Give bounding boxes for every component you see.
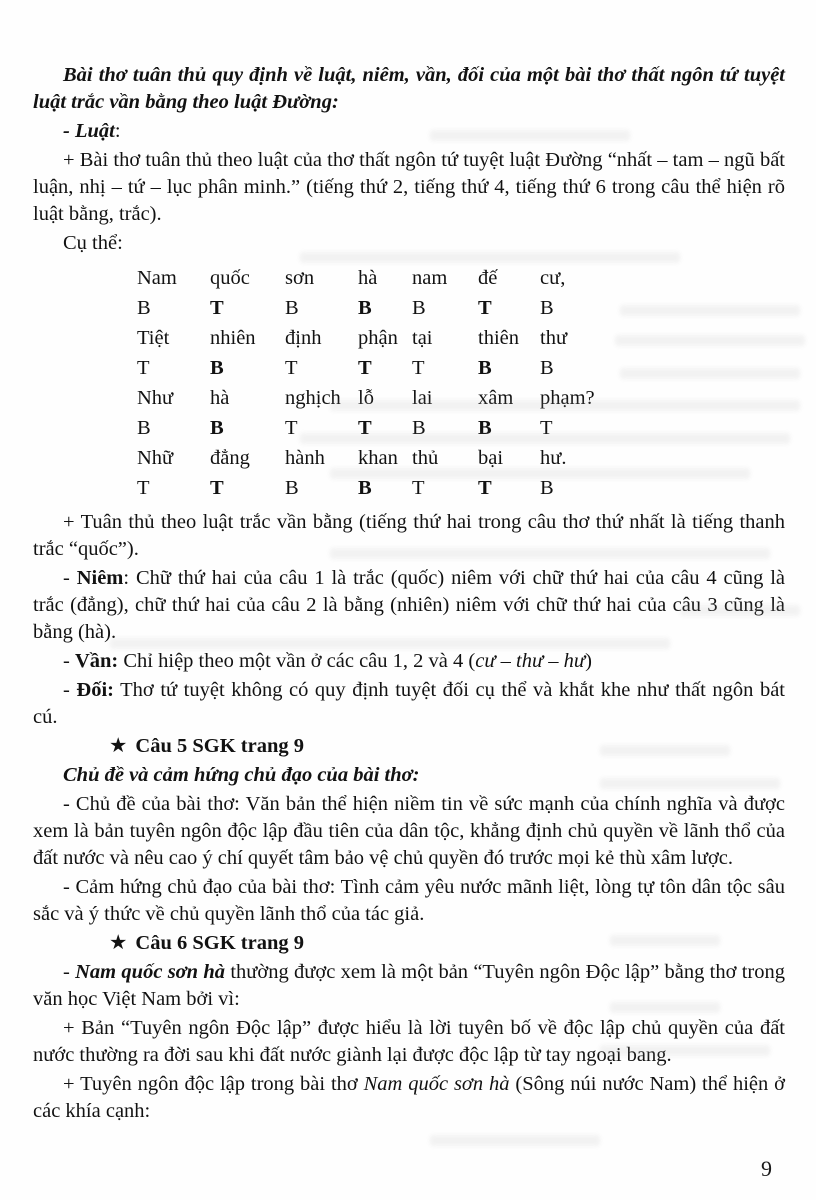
tone-mark: B xyxy=(540,297,554,319)
tone-mark: T xyxy=(358,357,372,379)
tone-row-3 xyxy=(137,413,785,443)
tone-mark: B xyxy=(137,297,151,319)
poem-word: hành xyxy=(285,447,325,469)
section-heading-cau5 xyxy=(33,733,785,760)
cau6-label: Câu 6 SGK trang 9 xyxy=(135,932,304,954)
poem-word: nam xyxy=(412,267,448,289)
page-number: 9 xyxy=(761,1156,772,1181)
star-icon: ★ xyxy=(109,735,128,757)
tone-mark: T xyxy=(540,417,553,439)
luat-term: - Luật xyxy=(63,120,115,142)
poem-word: thư xyxy=(540,327,568,349)
luat-rule-paragraph: + Bài thơ tuân thủ theo luật của thơ thất ngôn tứ tuyệt luật Đường “nhất – tam – ngũ bất luận, nhị – tứ – lục phân minh.” (tiếng thứ 2, tiếng thứ 4, tiếng thứ 6 trong câu thể hiện rõ luật bằng, trắc). xyxy=(33,149,785,225)
cau5-subheading: Chủ đề và cảm hứng chủ đạo của bài thơ: xyxy=(63,764,420,786)
tone-mark: B xyxy=(358,297,372,319)
tone-mark: B xyxy=(285,297,299,319)
poem-title: Nam quốc sơn hà xyxy=(363,1073,510,1095)
cu-the-label: Cụ thể: xyxy=(63,232,123,254)
nqsh-paragraph xyxy=(33,959,785,1013)
tone-mark: T xyxy=(412,357,425,379)
tone-row-1 xyxy=(137,293,785,323)
tone-mark: T xyxy=(210,297,224,319)
tndl-post: (Sông núi nước Nam) thể hiện ở các khía cạnh: xyxy=(33,1073,785,1122)
niem-term: Niêm xyxy=(76,567,124,589)
tone-mark: B xyxy=(210,417,224,439)
dash: - xyxy=(63,650,75,672)
tone-mark: T xyxy=(478,477,492,499)
tone-mark: T xyxy=(285,417,298,439)
tone-mark: B xyxy=(412,417,426,439)
niem-text: : Chữ thứ hai của câu 1 là trắc (quốc) niêm với chữ thứ hai của câu 4 cũng là trắc (đẳng), chữ thứ hai của câu 2 là bằng (nhiên) niêm với chữ thứ hai của câu 3 cũng là bằng (hà). xyxy=(33,567,786,643)
nqsh-text: thường được xem là một bản “Tuyên ngôn Độc lập” bằng thơ trong văn học Việt Nam bởi vì: xyxy=(33,961,786,1010)
poem-word: phạm? xyxy=(540,387,595,409)
page-content xyxy=(33,60,785,1127)
poem-line-2 xyxy=(137,323,785,353)
tone-row-2 xyxy=(137,353,785,383)
tndl-pre: + Tuyên ngôn độc lập trong bài thơ xyxy=(63,1073,364,1095)
tone-mark: B xyxy=(358,477,372,499)
poem-word: Tiệt xyxy=(137,327,170,349)
intro-statement: Bài thơ tuân thủ quy định về luật, niêm, vần, đối của một bài thơ thất ngôn tứ tuyệt luật trắc vần bằng theo luật Đường: xyxy=(33,64,785,113)
section-heading-cau6 xyxy=(33,930,785,957)
tone-mark: T xyxy=(358,417,372,439)
luat-heading xyxy=(33,118,785,145)
doi-term: Đối: xyxy=(76,679,114,701)
poem-line-4 xyxy=(137,443,785,473)
chu-de-paragraph: - Chủ đề của bài thơ: Văn bản thể hiện niềm tin về sức mạnh của chính nghĩa và được xem là bản tuyên ngôn độc lập đầu tiên của dân tộc, khẳng định chủ quyền về lãnh thổ của đất nước và nêu cao ý chí quyết tâm bảo vệ chủ quyền đó trước mọi kẻ thù xâm lược. xyxy=(33,793,785,869)
tone-mark: B xyxy=(285,477,299,499)
poem-word: khan xyxy=(358,447,398,469)
poem-word: thiên xyxy=(478,327,519,349)
poem-word: nhiên xyxy=(210,327,256,349)
poem-line-1 xyxy=(137,263,785,293)
poem-word: đế xyxy=(478,267,498,289)
tone-mark: B xyxy=(478,417,492,439)
tone-mark: B xyxy=(478,357,492,379)
tone-row-4 xyxy=(137,473,785,503)
dash: - xyxy=(63,679,77,701)
niem-paragraph xyxy=(33,565,785,646)
van-close: ) xyxy=(585,650,592,672)
tone-mark: T xyxy=(412,477,425,499)
doi-text: Thơ tứ tuyệt không có quy định tuyệt đối cụ thể và khắt khe như thất ngôn bát cú. xyxy=(33,679,785,728)
tuan-thu-paragraph: + Tuân thủ theo luật trắc vần bằng (tiếng thứ hai trong câu thơ thứ nhất là tiếng thanh trắc “quốc”). xyxy=(33,511,785,560)
tone-mark: T xyxy=(210,477,224,499)
tone-mark: B xyxy=(210,357,224,379)
tone-mark: B xyxy=(412,297,426,319)
poem-word: lỗ xyxy=(358,387,374,409)
rhyme-words: cư – thư – hư xyxy=(475,650,586,672)
dash: - xyxy=(63,567,77,589)
poem-word: nghịch xyxy=(285,387,341,409)
poem-title: Nam quốc sơn hà xyxy=(75,961,226,983)
poem-word: sơn xyxy=(285,267,315,289)
tone-mark: T xyxy=(285,357,298,379)
poem-tone-table xyxy=(137,263,785,503)
poem-word: quốc xyxy=(210,267,250,289)
dash: - xyxy=(63,961,76,983)
poem-word: Nhữ xyxy=(137,447,174,469)
poem-word: hư. xyxy=(540,447,567,469)
poem-word: hà xyxy=(358,267,378,289)
scan-artifact xyxy=(430,1135,600,1146)
poem-word: định xyxy=(285,327,322,349)
star-icon: ★ xyxy=(109,932,128,954)
poem-word: bại xyxy=(478,447,504,469)
poem-word: đẳng xyxy=(210,447,250,469)
poem-word: Như xyxy=(137,387,174,409)
poem-line-3 xyxy=(137,383,785,413)
tndl-paragraph xyxy=(33,1071,785,1125)
poem-word: Nam xyxy=(137,267,177,289)
poem-word: phận xyxy=(358,327,398,349)
tone-mark: B xyxy=(540,477,554,499)
luat-colon: : xyxy=(114,120,121,142)
poem-word: hà xyxy=(210,387,230,409)
poem-word: xâm xyxy=(478,387,514,409)
van-text: Chỉ hiệp theo một vần ở các câu 1, 2 và 4 ( xyxy=(118,650,476,672)
poem-word: thủ xyxy=(412,447,439,469)
van-term: Vần: xyxy=(74,650,119,672)
tone-mark: T xyxy=(137,477,150,499)
poem-word: lai xyxy=(412,387,433,409)
tone-mark: T xyxy=(137,357,150,379)
tone-mark: B xyxy=(137,417,151,439)
tone-mark: T xyxy=(478,297,492,319)
tone-mark: B xyxy=(540,357,554,379)
cau5-label: Câu 5 SGK trang 9 xyxy=(135,735,304,757)
cam-hung-paragraph: - Cảm hứng chủ đạo của bài thơ: Tình cảm yêu nước mãnh liệt, lòng tự tôn dân tộc sâu sắc và ý thức về chủ quyền lãnh thổ của tác giả. xyxy=(33,876,785,925)
van-paragraph xyxy=(33,648,785,675)
doi-paragraph xyxy=(33,677,785,731)
ban-tndl-paragraph: + Bản “Tuyên ngôn Độc lập” được hiểu là lời tuyên bố về độc lập chủ quyền của đất nước thường ra đời sau khi đất nước giành lại được độc lập từ tay ngoại bang. xyxy=(33,1017,785,1066)
poem-word: cư, xyxy=(540,267,566,289)
poem-word: tại xyxy=(412,327,433,349)
